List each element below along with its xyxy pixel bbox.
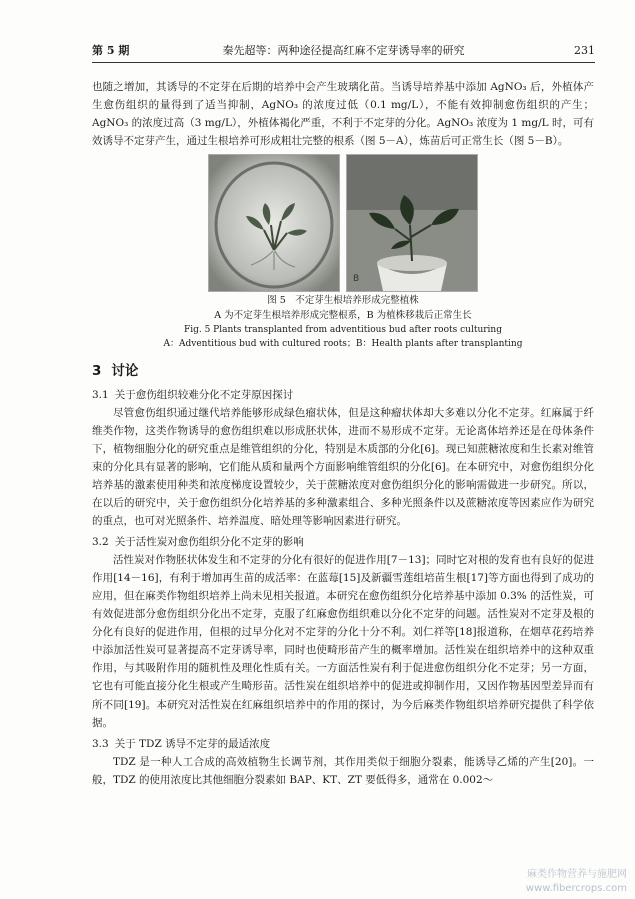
subsection-3-2-number: 3.2 xyxy=(92,536,109,549)
section-3-title: 讨论 xyxy=(111,362,139,379)
section-3-number: 3 xyxy=(92,362,102,379)
paragraph-intro: 也随之增加，其诱导的不定芽在后期的培养中会产生玻璃化苗。当诱导培养基中添加 AgNO₃ 后，外植体产生愈伤组织的量得到了适当抑制，AgNO₃ 的浓度过低（0.1 mg/L），不能有效抑制愈伤组织的产生；AgNO₃ 的浓度过高（3 mg/L），外植体褐化严重，不利于不定芽的分化。AgNO₃ 浓度为 1 mg/L 时，可有效诱导不定芽产生，通过生根培养可形成粗壮完整的根系（图 5－A），炼苗后可正常生长（图 5－B）。 xyxy=(92,81,594,148)
figure-caption-en-sub: A：Adventitious bud with cultured roots；B：Health plants after transplanting xyxy=(163,338,523,349)
subsection-3-2-heading xyxy=(92,533,594,551)
running-title: 秦先超等：两种途径提高红麻不定芽诱导率的研究 xyxy=(222,44,465,57)
subsection-3-1-title: 关于愈伤组织较难分化不定芽原因探讨 xyxy=(114,388,294,401)
subsection-3-2-title: 关于活性炭对愈伤组织分化不定芽的影响 xyxy=(114,536,304,549)
panel-b-label: B xyxy=(353,273,360,284)
photo-panel-b xyxy=(346,154,478,292)
article-body xyxy=(92,78,594,789)
subsection-3-2-text: 活性炭对作物胚状体发生和不定芽的分化有很好的促进作用[7－13]；同时它对根的发育也有良好的促进作用[14－16]，有利于增加再生苗的成活率：在蓝莓[15]及新疆雪莲组培苗生根[17]等方面也得到了成功的应用，但在麻类作物组织培养上尚未见相关报道。本研究在愈伤组织分化培养基中添加 0.3% 的活性炭，可有效促进部分愈伤组织分化出不定芽，克服了红麻愈伤组织难以分化不定芽的问题。活性炭对不定芽及根的分化有良好的促进作用，但根的过早分化对不定芽的分化十分不利。刘仁祥等[18]报道称，在烟草花药培养中添加活性炭可显著提高不定芽诱导率，同时也使畸形苗产生的概率增加。活性炭在组织培养中的这种双重作用，与其吸附作用的随机性及理化性质有关。一方面活性炭有利于促进愈伤组织分化不定芽；另一方面，它也有可能直接分化生根或产生畸形苗。活性炭在组织培养中的促进或抑制作用，又因作物基因型差异而有所不同[19]。本研究对活性炭在红麻组织培养中的作用的探讨，为今后麻类作物组织培养研究提供了科学依据。 xyxy=(92,554,594,729)
subsection-3-3-heading xyxy=(92,735,594,753)
subsection-3-1-number: 3.1 xyxy=(92,388,109,401)
site-watermark xyxy=(526,868,627,895)
subsection-3-3-title: 关于 TDZ 诱导不定芽的最适浓度 xyxy=(114,737,271,750)
subsection-3-1-heading xyxy=(92,386,594,404)
figure-caption-en: Fig. 5 Plants transplanted from adventitious bud after roots culturing xyxy=(183,324,502,335)
watermark-url: www.fibercrops.com xyxy=(525,882,627,894)
figure-5 xyxy=(92,154,594,292)
plantlet-in-jar-image xyxy=(209,155,339,291)
page-number: 231 xyxy=(574,44,595,57)
watermark-name: 麻类作物营养与施肥网 xyxy=(527,869,627,880)
subsection-3-3-number: 3.3 xyxy=(92,737,109,750)
subsection-3-1-text: 尽管愈伤组织通过继代培养能够形成绿色瘤状体，但是这种瘤状体却大多难以分化不定芽。红麻属于纤维类作物，这类作物诱导的愈伤组织难以形成胚状体，进而不易形成不定芽。无论离体培养还是在母体条件下，植物细胞分化的研究重点是维管组织的分化，特别是木质部的分化[6]。现已知蔗糖浓度和生长素对维管束的分化具有显著的影响，它们能从质和量两个方面影响维管组织的分化[6]。在本研究中，对愈伤组织分化培养基的激素使用种类和浓度梯度设置较少，关于蔗糖浓度对愈伤组织分化的影响需做进一步研究。所以，在以后的研究中，关于愈伤组织分化培养基的多种激素组合、多种光照条件以及蔗糖浓度等因素应作为研究的重点，也可对光照条件、培养温度、暗处理等影响因素进行研究。 xyxy=(92,406,594,528)
section-3-heading xyxy=(92,360,594,383)
subsection-3-3-text: TDZ 是一种人工合成的高效植物生长调节剂，其作用类似于细胞分裂素，能诱导乙烯的产生[20]。一般，TDZ 的使用浓度比其他细胞分裂素如 BAP、KT、ZT 要低得多，通常在 0.002～ xyxy=(92,755,594,786)
issue-number: 第 5 期 xyxy=(92,44,130,57)
figure-caption-cn: 图 5 不定芽生根培养形成完整植株 xyxy=(267,295,419,307)
running-header xyxy=(92,42,595,63)
potted-plant-image xyxy=(347,155,477,291)
photo-panel-a xyxy=(208,154,340,292)
figure-caption-cn-sub: A 为不定芽生根培养形成完整根系，B 为植株移栽后正常生长 xyxy=(214,309,472,321)
